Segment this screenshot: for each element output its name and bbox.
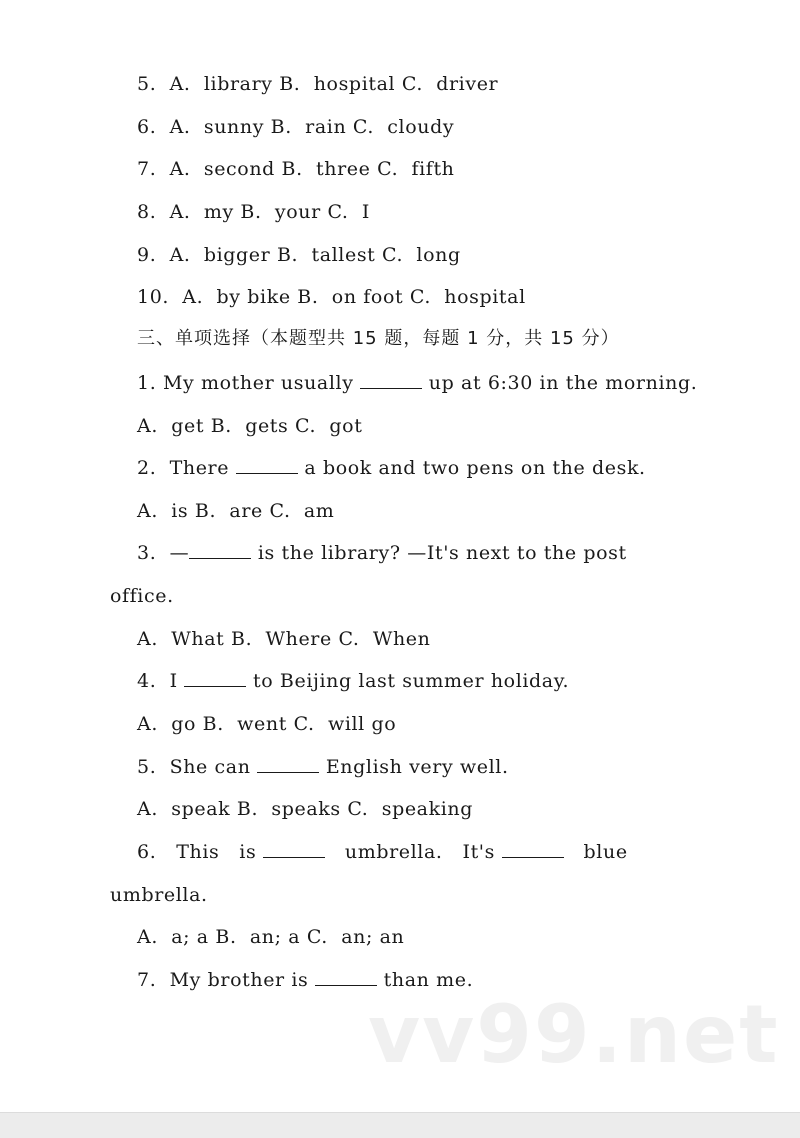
vocab-item-6: 6. A. sunny B. rain C. cloudy xyxy=(137,116,455,138)
vocab-item-8: 8. A. my B. your C. I xyxy=(137,201,370,223)
answer-blank xyxy=(502,843,564,858)
question-4-text-after: to Beijing last summer holiday. xyxy=(246,670,570,692)
question-3-text-before: 3. — xyxy=(137,542,190,564)
answer-blank xyxy=(184,672,246,687)
question-1-text-before: 1. My mother usually xyxy=(137,372,361,394)
question-4 xyxy=(137,669,569,693)
watermark: vv99.net xyxy=(368,988,780,1081)
section-heading-single-choice: 三、单项选择（本题型共 15 题，每题 1 分，共 15 分） xyxy=(137,328,620,349)
vocab-item-5: 5. A. library B. hospital C. driver xyxy=(137,73,499,95)
question-6-text-b: umbrella. It's xyxy=(324,841,502,863)
question-3-text-after: is the library? —It's next to the post xyxy=(251,542,627,564)
question-3-continuation: office. xyxy=(110,585,174,607)
question-1-options: A. get B. gets C. got xyxy=(137,415,363,437)
question-3 xyxy=(137,541,627,565)
answer-blank xyxy=(236,459,298,474)
question-6 xyxy=(137,840,628,864)
vocab-item-9: 9. A. bigger B. tallest C. long xyxy=(137,244,461,266)
question-5 xyxy=(137,755,509,779)
question-1 xyxy=(137,371,697,395)
question-5-text-before: 5. She can xyxy=(137,756,258,778)
question-5-options: A. speak B. speaks C. speaking xyxy=(137,798,473,820)
question-3-options: A. What B. Where C. When xyxy=(137,628,431,650)
question-4-text-before: 4. I xyxy=(137,670,185,692)
answer-blank xyxy=(257,758,319,773)
answer-blank xyxy=(360,374,422,389)
question-2 xyxy=(137,456,646,480)
question-5-text-after: English very well. xyxy=(319,756,509,778)
viewer-bottom-bar xyxy=(0,1112,800,1138)
answer-blank xyxy=(315,971,377,986)
answer-blank xyxy=(263,843,325,858)
question-7-text-before: 7. My brother is xyxy=(137,969,316,991)
question-6-text-a: 6. This is xyxy=(137,841,263,863)
question-4-options: A. go B. went C. will go xyxy=(137,713,397,735)
question-2-options: A. is B. are C. am xyxy=(137,500,335,522)
question-1-text-after: up at 6:30 in the morning. xyxy=(422,372,698,394)
answer-blank xyxy=(189,544,251,559)
question-6-options: A. a; a B. an; a C. an; an xyxy=(137,926,405,948)
question-7-text-after: than me. xyxy=(377,969,474,991)
question-2-text-before: 2. There xyxy=(137,457,236,479)
vocab-item-7: 7. A. second B. three C. fifth xyxy=(137,158,455,180)
question-2-text-after: a book and two pens on the desk. xyxy=(297,457,646,479)
question-6-continuation: umbrella. xyxy=(110,884,208,906)
vocab-item-10: 10. A. by bike B. on foot C. hospital xyxy=(137,286,526,308)
question-6-text-c: blue xyxy=(563,841,628,863)
